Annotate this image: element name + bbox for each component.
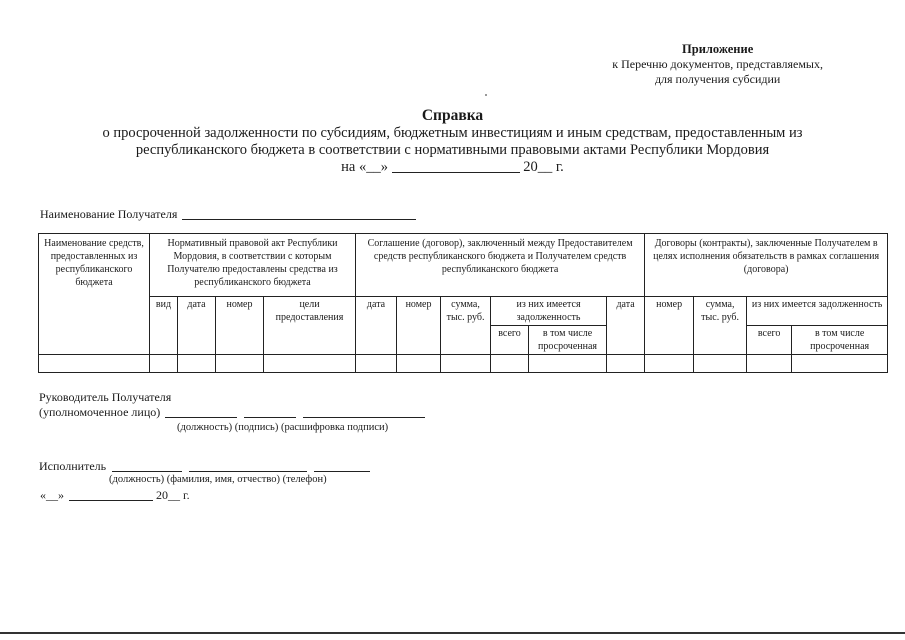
executor-row xyxy=(39,459,370,473)
act-date-header: дата xyxy=(178,297,216,355)
recipient-row xyxy=(40,207,416,222)
funds-name-header: Наименование средств, предоставленных из республиканского бюджета xyxy=(39,234,150,355)
act-kind-header: вид xyxy=(150,297,178,355)
table-cell[interactable] xyxy=(694,355,747,373)
date-year: 20__ г. xyxy=(523,159,564,175)
date-prefix: на «__» xyxy=(341,159,388,175)
executor-date-line xyxy=(40,488,190,503)
agreement-debt-overdue-header: в том числе просроченная xyxy=(529,326,607,355)
table-cell[interactable] xyxy=(150,355,178,373)
executor-hint: (должность) (фамилия, имя, отчество) (телефон) xyxy=(109,474,327,485)
document-subtitle-line-1: о просроченной задолженности по субсидиям, бюджетным инвестициям и иным средствам, предоставленным из xyxy=(102,125,803,141)
act-number-header: номер xyxy=(216,297,264,355)
signature-hint: (должность) (подпись) (расшифровка подписи) xyxy=(177,422,389,433)
executor-date-year: 20__ г. xyxy=(156,488,190,502)
executor-date-prefix: «__» xyxy=(40,488,64,502)
recipient-field[interactable] xyxy=(182,219,416,220)
act-purpose-header: цели предоставления xyxy=(264,297,356,355)
recipient-label: Наименование Получателя xyxy=(40,207,178,221)
signature-label-2: (уполномоченное лицо) xyxy=(39,405,425,420)
contract-debt-header: из них имеется задолженность xyxy=(747,297,888,326)
appendix-block xyxy=(612,42,823,87)
table-cell[interactable] xyxy=(529,355,607,373)
debt-table xyxy=(38,233,888,373)
table-cell[interactable] xyxy=(178,355,216,373)
agreement-debt-total-header: всего xyxy=(491,326,529,355)
contract-debt-total-header: всего xyxy=(747,326,792,355)
executor-phone-field[interactable] xyxy=(314,460,370,472)
table-cell[interactable] xyxy=(356,355,397,373)
table-cell[interactable] xyxy=(491,355,529,373)
signature-field[interactable] xyxy=(244,406,296,418)
contract-date-header: дата xyxy=(607,297,645,355)
table-cell[interactable] xyxy=(39,355,150,373)
scan-edge-divider xyxy=(0,632,905,634)
contract-number-header: номер xyxy=(645,297,694,355)
table-cell[interactable] xyxy=(441,355,491,373)
appendix-line-2: для получения субсидии xyxy=(654,72,781,86)
executor-position-field[interactable] xyxy=(112,460,182,472)
agreement-number-header: номер xyxy=(397,297,441,355)
position-field[interactable] xyxy=(165,406,237,418)
executor-date-month-field[interactable] xyxy=(69,489,153,501)
contract-debt-overdue-header: в том числе просроченная xyxy=(792,326,888,355)
agreement-sum-header: сумма, тыс. руб. xyxy=(441,297,491,355)
signature-label-1: Руководитель Получателя xyxy=(39,390,172,404)
table-cell[interactable] xyxy=(397,355,441,373)
document-title: Справка xyxy=(421,107,484,124)
agreement-date-header: дата xyxy=(356,297,397,355)
contracts-group-header: Договоры (контракты), заключенные Получателем в целях исполнения обязательств в рамках соглашения (договора) xyxy=(645,234,888,297)
table-cell[interactable] xyxy=(645,355,694,373)
executor-name-field[interactable] xyxy=(189,460,307,472)
appendix-title: Приложение xyxy=(682,42,754,56)
agreement-group-header: Соглашение (договор), заключенный между Предоставителем средств республиканского бюджета и Получателем средств республиканского бюджета xyxy=(356,234,645,297)
contract-sum-header: сумма, тыс. руб. xyxy=(694,297,747,355)
table-cell[interactable] xyxy=(216,355,264,373)
act-group-header: Нормативный правовой акт Республики Мордовия, в соответствии с которым Получателю предоставлены средства из республиканского бюджета xyxy=(150,234,356,297)
document-date-line xyxy=(0,159,905,176)
table-cell[interactable] xyxy=(747,355,792,373)
table-row xyxy=(39,355,888,373)
signature-decode-field[interactable] xyxy=(303,406,425,418)
appendix-line-1: к Перечню документов, представляемых, xyxy=(612,57,823,71)
signature-block xyxy=(39,390,425,435)
document-subtitle-line-2: республиканского бюджета в соответствии с нормативными правовыми актами Республики Мордовия xyxy=(135,142,770,158)
executor-block xyxy=(39,459,370,487)
table-cell[interactable] xyxy=(264,355,356,373)
table-cell[interactable] xyxy=(792,355,888,373)
date-month-field[interactable] xyxy=(392,161,520,173)
document-heading xyxy=(0,107,905,176)
agreement-debt-header: из них имеется задолженность xyxy=(491,297,607,326)
table-cell[interactable] xyxy=(607,355,645,373)
executor-label: Исполнитель xyxy=(39,459,107,473)
scan-speck xyxy=(485,94,487,96)
